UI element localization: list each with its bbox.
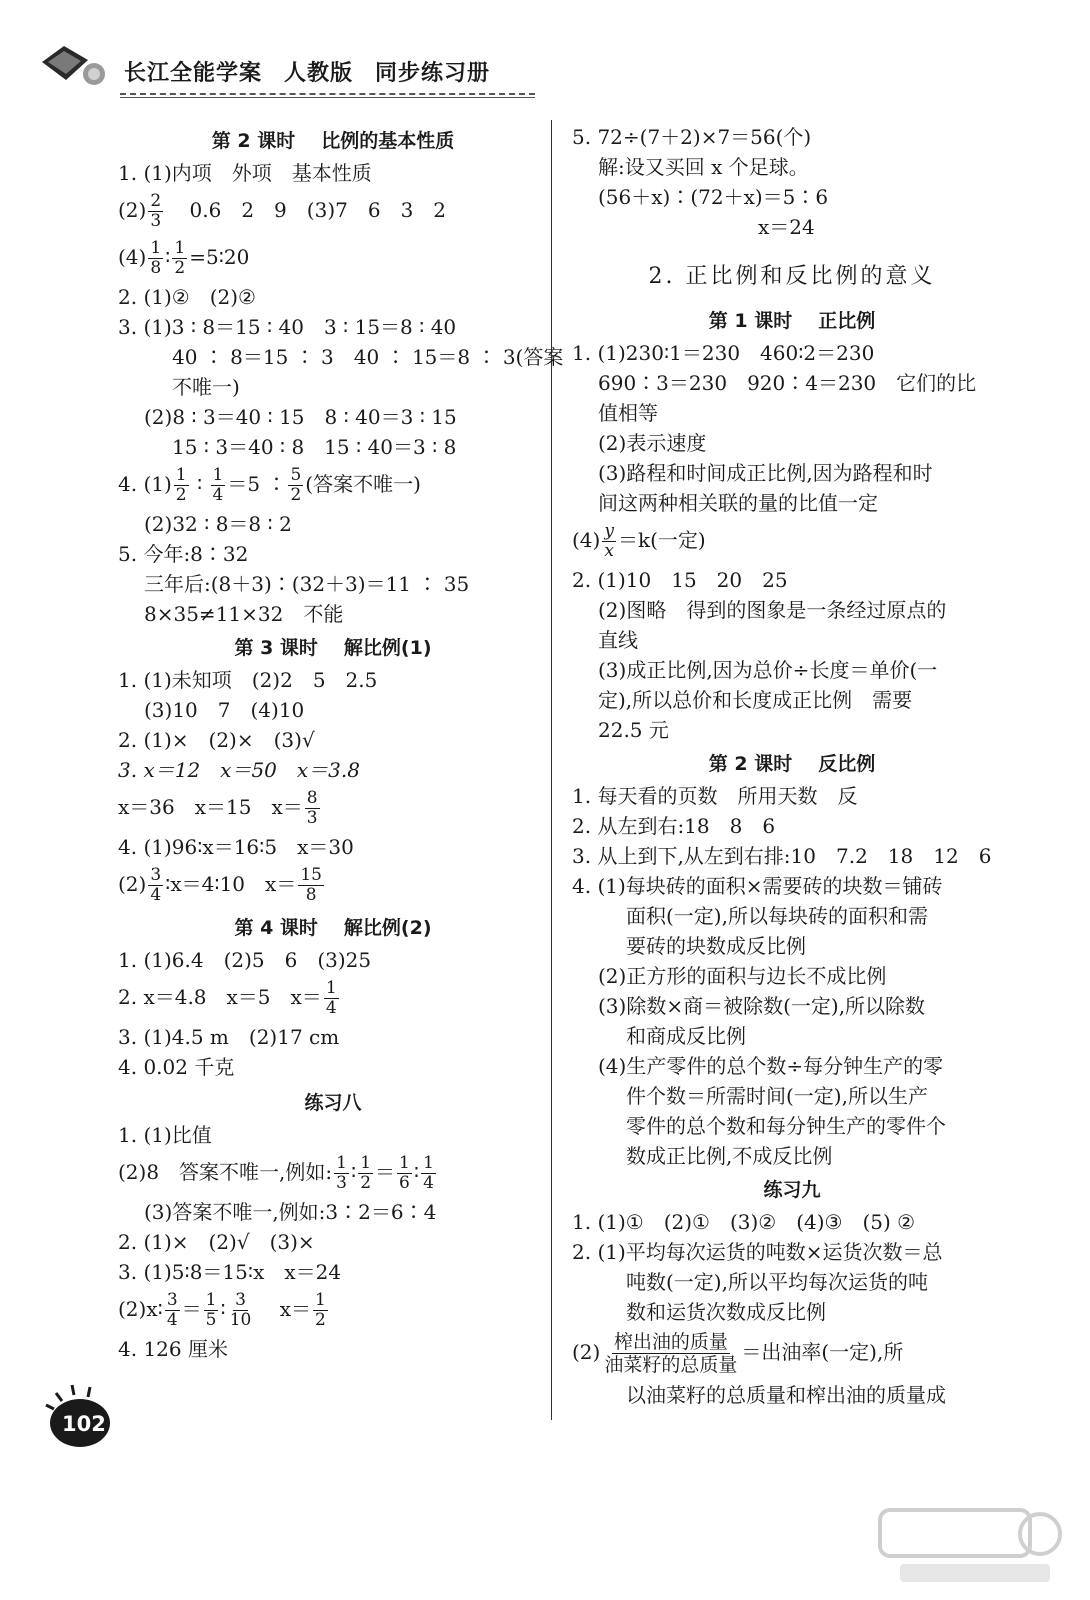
answer-line: (3)除数×商＝被除数(一定),所以除数 bbox=[598, 994, 926, 1018]
answer-line: 数成正比例,不成反比例 bbox=[626, 1144, 833, 1168]
lesson-heading: 第 1 课时 正比例 bbox=[708, 310, 876, 332]
answer-line: 1. (1)未知项 (2)2 5 2.5 bbox=[118, 668, 378, 692]
answer-line: 8×35≠11×32 不能 bbox=[144, 602, 344, 626]
answer-line: (56＋x)∶(72＋x)＝5∶6 bbox=[598, 185, 829, 209]
answer-line: (2)8 答案不唯一,例如: $\frac{1}{3}$ ∶ $\frac{1}{2}$ ＝ $\frac{1}{6}$ ∶ $\frac{1}{4}$ bbox=[118, 1153, 434, 1193]
answer-line: (2)x∶ $\frac{3}{4}$ ＝ $\frac{1}{5}$ ∶ $\frac{3}{10}$ x＝ $\frac{1}{2}$ bbox=[118, 1290, 326, 1330]
lesson-heading: 第 2 课时 比例的基本性质 bbox=[211, 130, 455, 152]
left-column bbox=[118, 122, 564, 1364]
page-header bbox=[38, 38, 498, 98]
answer-line: 1. (1)比值 bbox=[118, 1123, 212, 1147]
answer-line: 面积(一定),所以每块砖的面积和需 bbox=[626, 904, 928, 928]
lesson-heading: 第 4 课时 解比例(2) bbox=[234, 917, 432, 939]
answer-line: 1. (1)6.4 (2)5 6 (3)25 bbox=[118, 948, 372, 972]
answer-line: (3)10 7 (4)10 bbox=[144, 698, 305, 722]
answer-line: (2)表示速度 bbox=[598, 431, 707, 455]
answer-line: 2. 从左到右:18 8 6 bbox=[572, 814, 776, 838]
answer-line: 以油菜籽的总质量和榨出油的质量成 bbox=[626, 1383, 946, 1407]
answer-line: 15 ∶ 3＝40 ∶ 8 15 ∶ 40＝3 ∶ 8 bbox=[172, 435, 457, 459]
right-column bbox=[572, 122, 1012, 1410]
answer-line: (2) $\frac{\text{榨出油的质量}}{\text{油菜籽的总质量}}$ ＝出油率(一定),所 bbox=[572, 1331, 904, 1376]
answer-line: 4. (1)96∶x＝16∶5 x＝30 bbox=[118, 835, 354, 859]
answer-line: 3. x＝12 x＝50 x＝3.8 bbox=[118, 758, 360, 782]
answer-line: 5. 72÷(7＋2)×7＝56(个) bbox=[572, 125, 812, 149]
book-logo-icon bbox=[38, 40, 110, 90]
watermark-logo-icon bbox=[870, 1500, 1070, 1590]
section-title: 2. 正比例和反比例的意义 bbox=[648, 264, 936, 289]
answer-line: 40 ∶ 8＝15 ∶ 3 40 ∶ 15＝8 ∶ 3(答案 bbox=[172, 345, 564, 369]
answer-line: 1. (1)① (2)① (3)② (4)③ (5) ② bbox=[572, 1210, 916, 1234]
answer-line: 4. (1) $\frac{1}{2}$ ∶ $\frac{1}{4}$ ＝5 ∶ $\frac{5}{2}$ (答案不唯一) bbox=[118, 465, 421, 505]
answer-line: 间这两种相关联的量的比值一定 bbox=[598, 491, 878, 515]
answer-line: 直线 bbox=[598, 628, 638, 652]
answer-line: 不唯一) bbox=[172, 375, 240, 399]
answer-line: 3. 从上到下,从左到右排:10 7.2 18 12 6 bbox=[572, 844, 992, 868]
column-divider bbox=[551, 120, 552, 1420]
answer-line: 要砖的块数成反比例 bbox=[626, 934, 806, 958]
answer-line: (2)32 ∶ 8＝8 ∶ 2 bbox=[144, 512, 292, 536]
answer-line: 1. 每天看的页数 所用天数 反 bbox=[572, 784, 858, 808]
answer-line: 值相等 bbox=[598, 401, 658, 425]
answer-line: (2) $\frac{3}{4}$ ∶x＝4∶10 x＝ $\frac{15}{8}$ bbox=[118, 865, 322, 905]
page-number: 102 bbox=[62, 1412, 106, 1436]
exercise-heading: 练习九 bbox=[763, 1179, 821, 1201]
answer-line: 2. (1)平均每次运货的吨数×运货次数＝总 bbox=[572, 1240, 943, 1264]
answer-line: x＝24 bbox=[758, 215, 815, 239]
answer-line: 数和运货次数成反比例 bbox=[626, 1300, 826, 1324]
answer-line: 1. (1)内项 外项 基本性质 bbox=[118, 161, 372, 185]
book-title bbox=[124, 56, 512, 87]
answer-line: 2. (1)10 15 20 25 bbox=[572, 568, 788, 592]
answer-line: (2)正方形的面积与边长不成比例 bbox=[598, 964, 887, 988]
answer-line: (3)答案不唯一,例如:3∶2＝6∶4 bbox=[144, 1200, 437, 1224]
answer-line: 690∶3＝230 920∶4＝230 它们的比 bbox=[598, 371, 977, 395]
answer-line: 1. (1)230∶1＝230 460∶2＝230 bbox=[572, 341, 875, 365]
answer-line: (2) $\frac{2}{3}$ 0.6 2 9 (3)7 6 3 2 bbox=[118, 191, 447, 231]
book-series: 长江全能学案 bbox=[124, 61, 263, 86]
answer-line: 零件的总个数和每分钟生产的零件个 bbox=[626, 1114, 946, 1138]
lesson-heading: 第 3 课时 解比例(1) bbox=[234, 637, 432, 659]
answer-line: (3)路程和时间成正比例,因为路程和时 bbox=[598, 461, 933, 485]
answer-line: (3)成正比例,因为总价÷长度＝单价(一 bbox=[598, 658, 938, 682]
answer-line: 22.5 元 bbox=[598, 718, 669, 742]
answer-line: 5. 今年:8∶32 bbox=[118, 542, 249, 566]
answer-line: 4. 0.02 千克 bbox=[118, 1055, 235, 1079]
answer-line: 2. (1)② (2)② bbox=[118, 285, 256, 309]
answer-line: x＝36 x＝15 x＝ $\frac{8}{3}$ bbox=[118, 788, 318, 828]
answer-line: (4)生产零件的总个数÷每分钟生产的零 bbox=[598, 1054, 944, 1078]
header-rule bbox=[120, 97, 535, 98]
book-edition: 人教版 bbox=[284, 61, 354, 86]
answer-line: (2)图略 得到的图象是一条经过原点的 bbox=[598, 598, 947, 622]
lesson-heading: 第 2 课时 反比例 bbox=[708, 753, 876, 775]
answer-line: (2)8 ∶ 3＝40 ∶ 15 8 ∶ 40＝3 ∶ 15 bbox=[144, 405, 457, 429]
answer-line: 4. (1)每块砖的面积×需要砖的块数＝铺砖 bbox=[572, 874, 943, 898]
answer-line: 2. (1)× (2)× (3)√ bbox=[118, 728, 315, 752]
answer-line: 3. (1)5∶8＝15∶x x＝24 bbox=[118, 1260, 342, 1284]
answer-line: 3. (1)4.5 m (2)17 cm bbox=[118, 1025, 340, 1049]
answer-line: 4. 126 厘米 bbox=[118, 1337, 228, 1361]
answer-line: (4) $\frac{y}{x}$ ＝k(一定) bbox=[572, 521, 706, 561]
header-dashed-rule bbox=[120, 93, 535, 95]
answer-line: 解:设又买回 x 个足球。 bbox=[598, 155, 809, 179]
exercise-heading: 练习八 bbox=[304, 1092, 362, 1114]
book-type: 同步练习册 bbox=[375, 61, 491, 86]
answer-line: 2. (1)× (2)√ (3)× bbox=[118, 1230, 315, 1254]
answer-line: 和商成反比例 bbox=[626, 1024, 746, 1048]
answer-line: 吨数(一定),所以平均每次运货的吨 bbox=[626, 1270, 928, 1294]
answer-line: 件个数＝所需时间(一定),所以生产 bbox=[626, 1084, 928, 1108]
answer-line: 3. (1)3 ∶ 8＝15 ∶ 40 3 ∶ 15＝8 ∶ 40 bbox=[118, 315, 457, 339]
answer-line: 定),所以总价和长度成正比例 需要 bbox=[598, 688, 913, 712]
answer-line: 2. x＝4.8 x＝5 x＝ $\frac{1}{4}$ bbox=[118, 978, 337, 1018]
answer-line: 三年后:(8＋3)∶(32＋3)＝11 ∶ 35 bbox=[144, 572, 470, 596]
answer-line: (4) $\frac{1}{8}$ ∶ $\frac{1}{2}$ =5∶20 bbox=[118, 238, 250, 278]
